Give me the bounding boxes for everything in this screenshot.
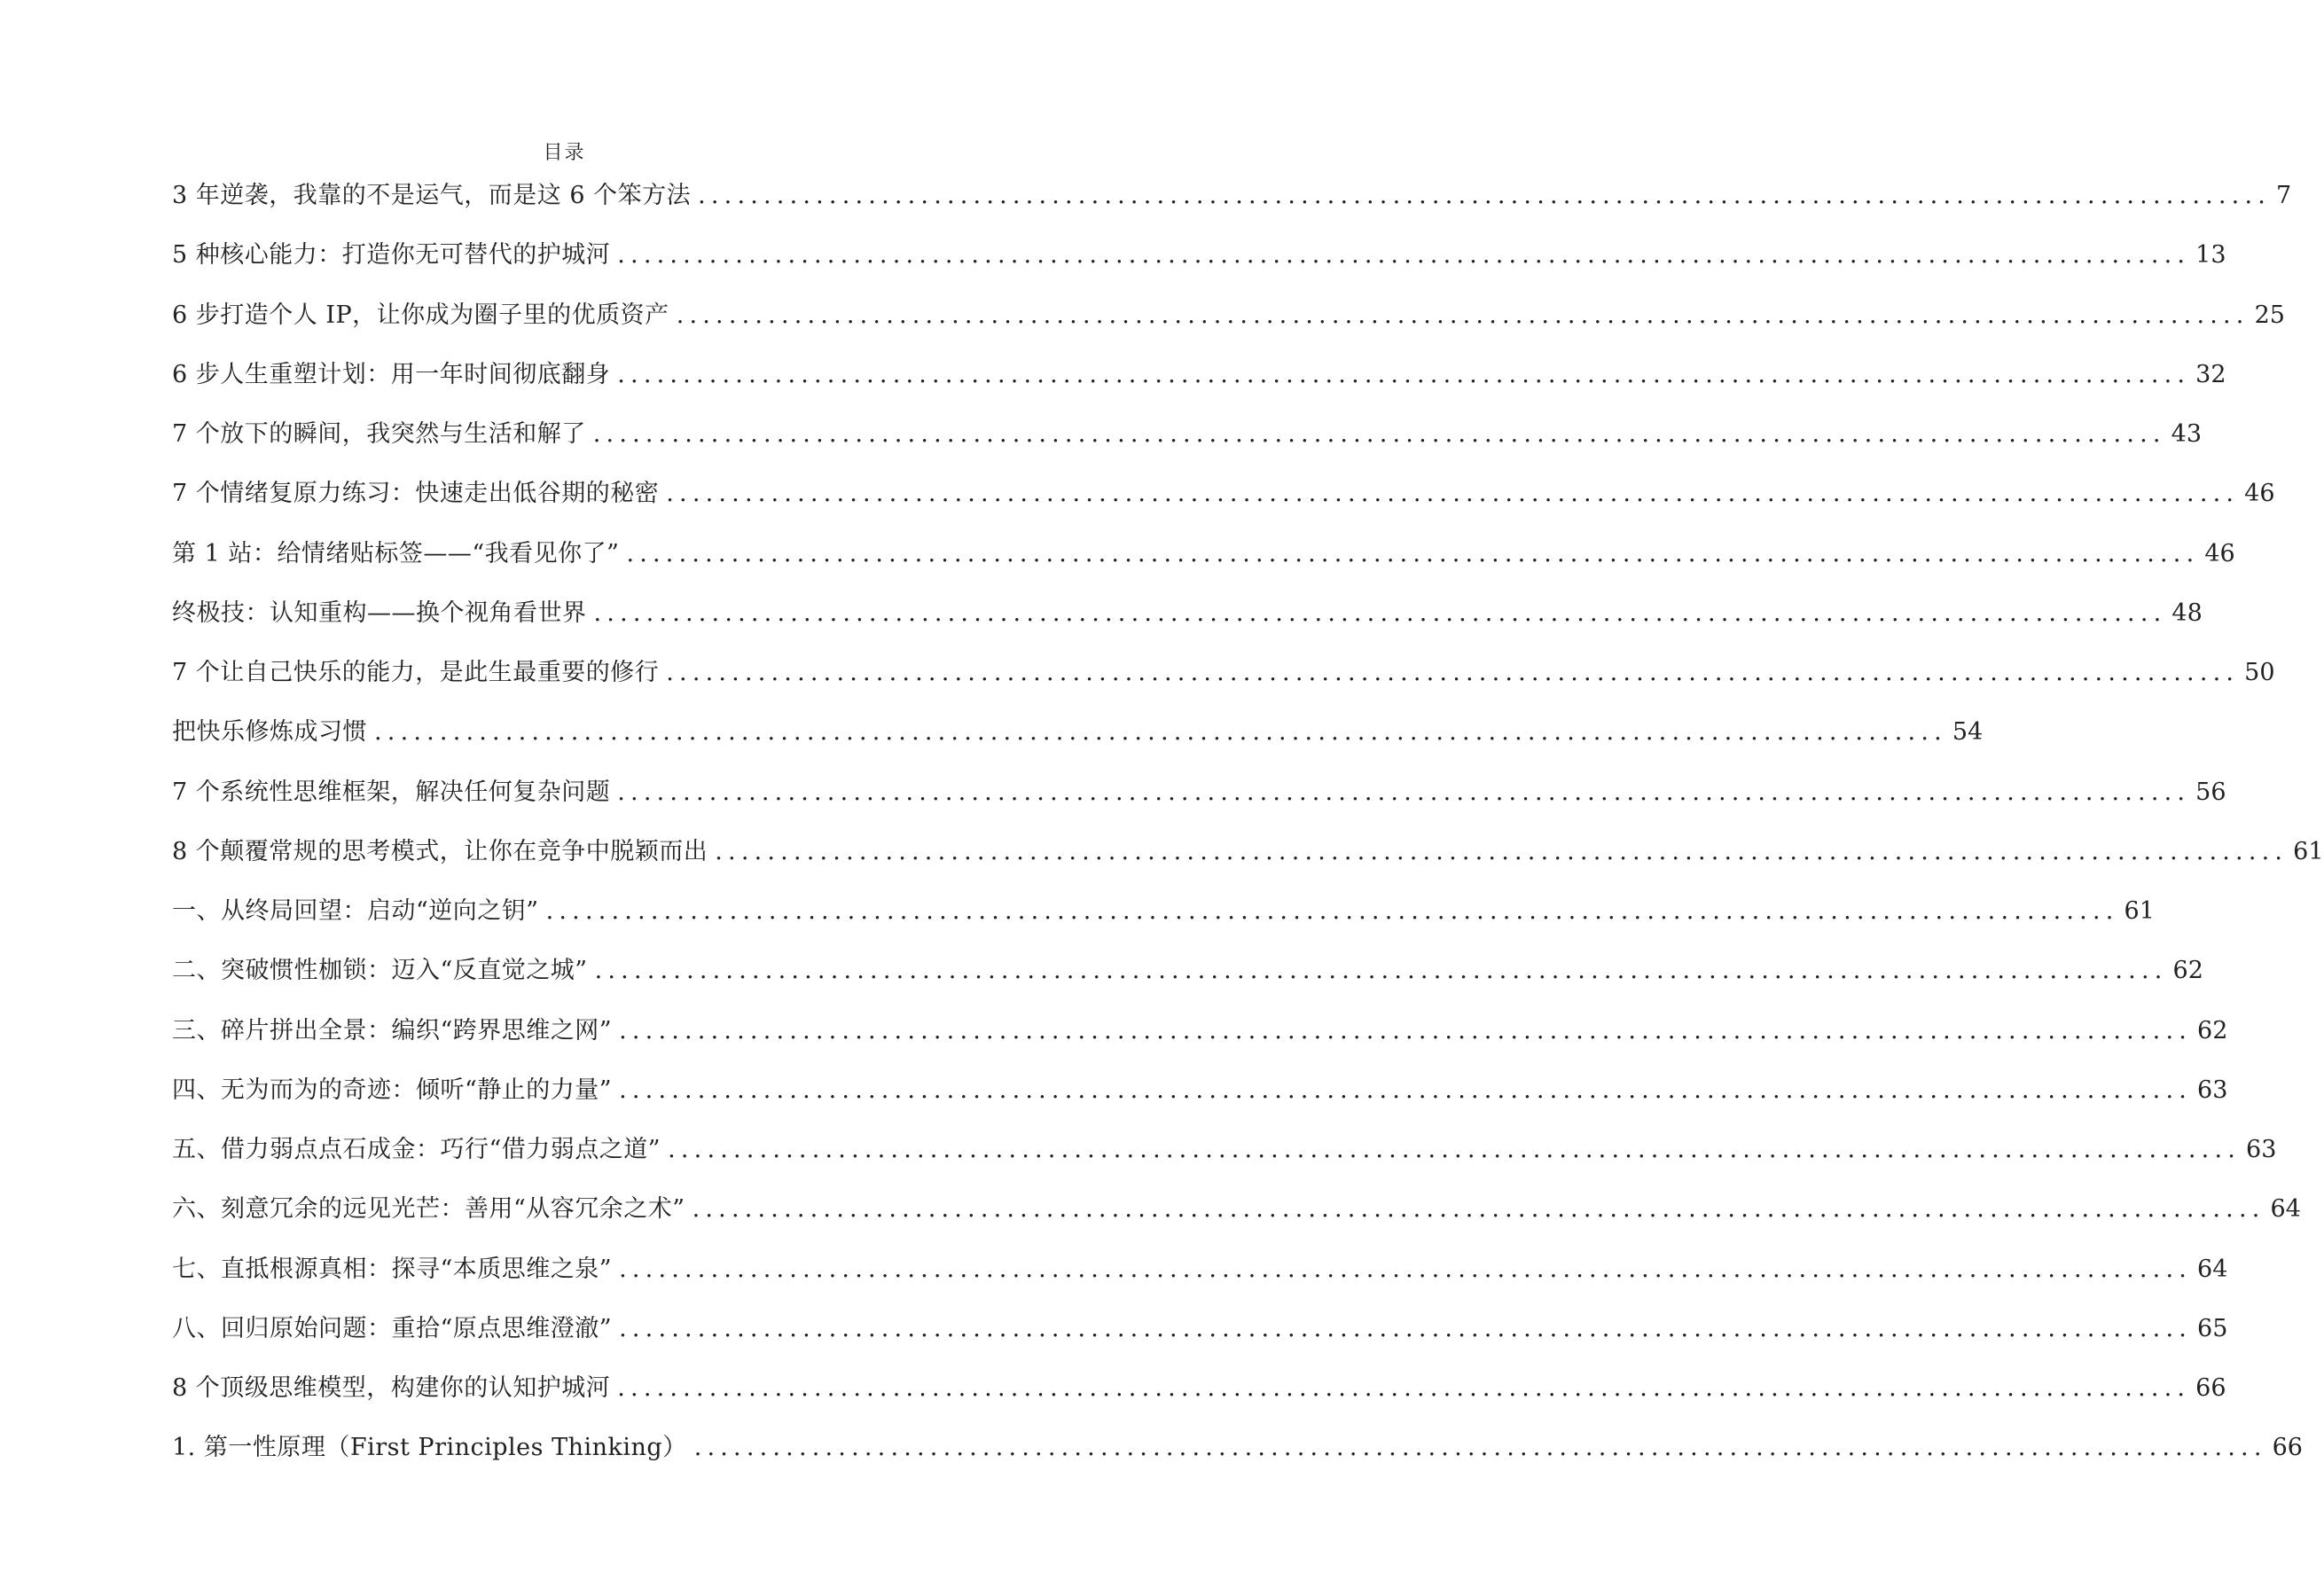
toc-entry-title: 8 个顶级思维模型，构建你的认知护城河 bbox=[172, 1374, 611, 1402]
toc-entry-title: 7 个情绪复原力练习：快速走出低谷期的秘密 bbox=[172, 480, 660, 508]
toc-page-number: 54 bbox=[1952, 718, 1984, 747]
toc-page-number: 7 bbox=[2276, 182, 2292, 209]
toc-entry[interactable] bbox=[172, 535, 2235, 594]
toc-entry[interactable] bbox=[172, 1071, 2228, 1130]
dot-leader: ........................................................................................................................ bbox=[619, 1314, 2193, 1342]
toc-entry[interactable] bbox=[172, 653, 2275, 713]
toc-page-number: 56 bbox=[2195, 778, 2226, 806]
dot-leader: ........................................................................................................................ bbox=[619, 1016, 2193, 1044]
toc-entry-title: 第 1 站：给情绪贴标签——“我看见你了” bbox=[172, 539, 620, 567]
dot-leader: ........................................................................................................................ bbox=[593, 598, 2167, 627]
table-of-contents bbox=[172, 176, 2324, 1489]
toc-page-number: 46 bbox=[2204, 539, 2235, 567]
toc-entry-title: 六、刻意冗余的远见光芒：善用“从容冗余之术” bbox=[172, 1195, 685, 1224]
toc-entry-title: 8 个颠覆常规的思考模式，让你在竞争中脱颖而出 bbox=[172, 837, 708, 865]
toc-entry[interactable] bbox=[172, 951, 2203, 1011]
toc-entry[interactable] bbox=[172, 1428, 2303, 1488]
dot-leader: ........................................................................................................................ bbox=[617, 241, 2191, 270]
dot-leader: ........................................................................................................................ bbox=[617, 360, 2191, 388]
toc-page-number: 13 bbox=[2195, 241, 2226, 270]
dot-leader: ........................................................................................................................ bbox=[619, 1076, 2193, 1104]
dot-leader: ........................................................................................................................ bbox=[592, 420, 2166, 448]
toc-entry-title: 5 种核心能力：打造你无可替代的护城河 bbox=[172, 241, 611, 270]
dot-leader: ........................................................................................................................ bbox=[617, 778, 2191, 806]
dot-leader: ........................................................................................................................ bbox=[617, 1374, 2191, 1402]
toc-entry-title: 终极技：认知重构——换个视角看世界 bbox=[172, 598, 587, 627]
toc-entry-title: 6 步人生重塑计划：用一年时间彻底翻身 bbox=[172, 360, 611, 388]
toc-entry[interactable] bbox=[172, 296, 2285, 356]
toc-entry-title: 7 个系统性思维框架，解决任何复杂问题 bbox=[172, 778, 611, 806]
toc-page-number: 64 bbox=[2270, 1195, 2301, 1224]
dot-leader: ........................................................................................................................ bbox=[666, 480, 2240, 508]
toc-entry[interactable] bbox=[172, 1250, 2228, 1310]
toc-page-number: 63 bbox=[2246, 1136, 2277, 1163]
toc-entry[interactable] bbox=[172, 415, 2203, 474]
toc-entry[interactable] bbox=[172, 236, 2226, 295]
toc-entry-title: 四、无为而为的奇迹：倾听“静止的力量” bbox=[172, 1076, 613, 1104]
toc-entry[interactable] bbox=[172, 713, 1984, 772]
dot-leader: ........................................................................................................................ bbox=[693, 1434, 2267, 1462]
toc-entry[interactable] bbox=[172, 892, 2155, 951]
toc-entry[interactable] bbox=[172, 176, 2292, 236]
toc-page-number: 63 bbox=[2197, 1076, 2228, 1104]
toc-entry[interactable] bbox=[172, 773, 2226, 833]
toc-entry-title: 七、直抵根源真相：探寻“本质思维之泉” bbox=[172, 1255, 613, 1283]
toc-title: 目录 bbox=[543, 142, 586, 164]
dot-leader: ........................................................................................................................ bbox=[666, 659, 2240, 686]
toc-entry-title: 把快乐修炼成习惯 bbox=[172, 718, 367, 747]
toc-entry-title: 6 步打造个人 IP，让你成为圈子里的优质资产 bbox=[172, 301, 669, 329]
toc-entry[interactable] bbox=[172, 1369, 2226, 1428]
toc-entry[interactable] bbox=[172, 1190, 2301, 1249]
toc-entry[interactable] bbox=[172, 1012, 2228, 1071]
dot-leader: ........................................................................................................................ bbox=[698, 182, 2272, 209]
dot-leader: ........................................................................................................................ bbox=[619, 1255, 2193, 1283]
toc-entry[interactable] bbox=[172, 594, 2203, 653]
toc-entry[interactable] bbox=[172, 474, 2275, 534]
toc-page-number: 64 bbox=[2197, 1255, 2228, 1283]
dot-leader: ........................................................................................................................ bbox=[668, 1136, 2242, 1163]
toc-page-number: 50 bbox=[2244, 659, 2275, 686]
toc-entry-title: 三、碎片拼出全景：编织“跨界思维之网” bbox=[172, 1016, 613, 1044]
dot-leader: ........................................................................................................................ bbox=[626, 539, 2200, 567]
toc-page-number: 43 bbox=[2171, 420, 2203, 448]
toc-entry-title: 二、突破惯性枷锁：迈入“反直觉之城” bbox=[172, 957, 588, 985]
dot-leader: ........................................................................................................................ bbox=[715, 837, 2289, 865]
toc-entry-title: 1. 第一性原理（First Principles Thinking） bbox=[172, 1434, 687, 1462]
toc-page-number: 62 bbox=[2197, 1016, 2228, 1044]
toc-entry-title: 7 个放下的瞬间，我突然与生活和解了 bbox=[172, 420, 586, 448]
toc-entry[interactable] bbox=[172, 1130, 2277, 1190]
toc-entry[interactable] bbox=[172, 833, 2324, 892]
dot-leader: ........................................................................................................................ bbox=[545, 897, 2119, 925]
toc-page-number: 46 bbox=[2244, 480, 2275, 508]
toc-page-number: 62 bbox=[2172, 957, 2203, 985]
toc-page-number: 66 bbox=[2195, 1374, 2226, 1402]
toc-entry-title: 一、从终局回望：启动“逆向之钥” bbox=[172, 897, 539, 925]
toc-entry[interactable] bbox=[172, 1310, 2228, 1369]
toc-page-number: 25 bbox=[2254, 301, 2285, 329]
dot-leader: ........................................................................................................................ bbox=[594, 957, 2168, 985]
toc-entry-title: 7 个让自己快乐的能力，是此生最重要的修行 bbox=[172, 659, 660, 686]
toc-page-number: 61 bbox=[2293, 837, 2324, 865]
toc-entry-title: 3 年逆袭，我靠的不是运气，而是这 6 个笨方法 bbox=[172, 182, 692, 209]
toc-page-number: 32 bbox=[2195, 360, 2226, 388]
toc-page-number: 65 bbox=[2197, 1314, 2228, 1342]
toc-entry-title: 五、借力弱点点石成金：巧行“借力弱点之道” bbox=[172, 1136, 661, 1163]
toc-entry-title: 八、回归原始问题：重拾“原点思维澄澈” bbox=[172, 1314, 613, 1342]
dot-leader: ........................................................................................................................ bbox=[374, 718, 1947, 747]
toc-page-number: 48 bbox=[2171, 598, 2203, 627]
dot-leader: ........................................................................................................................ bbox=[676, 301, 2250, 329]
toc-entry[interactable] bbox=[172, 356, 2226, 415]
toc-page-number: 66 bbox=[2272, 1434, 2303, 1462]
dot-leader: ........................................................................................................................ bbox=[692, 1195, 2265, 1224]
toc-page-number: 61 bbox=[2124, 897, 2155, 925]
